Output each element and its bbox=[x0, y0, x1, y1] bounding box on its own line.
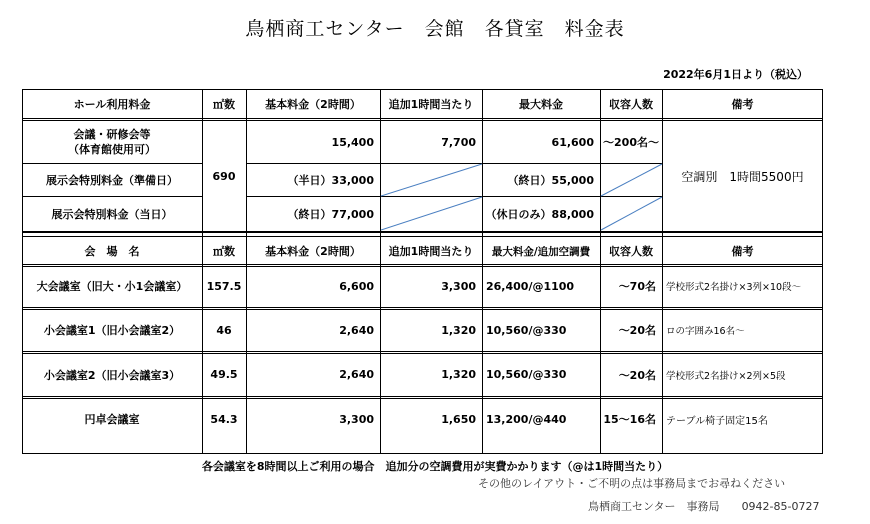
office-phone: 0942-85-0727 bbox=[741, 500, 820, 513]
room-header-capacity: 収容人数 bbox=[609, 245, 653, 258]
hall-row-name: 会議・研修会等 （体育館使用可） bbox=[68, 128, 156, 156]
room-row-base: 6,600 bbox=[339, 279, 374, 293]
room-row-remarks: ロの字囲み16名～ bbox=[666, 326, 745, 337]
room-row-capacity: ～20名 bbox=[618, 368, 656, 382]
room-row-max: 26,400/@1100 bbox=[486, 279, 575, 293]
hall-row-base: （終日）77,000 bbox=[287, 208, 374, 221]
room-row-capacity: ～20名 bbox=[618, 324, 656, 337]
room-row-base: 2,640 bbox=[339, 368, 374, 381]
hall-header-capacity: 収容人数 bbox=[609, 97, 653, 111]
room-header-name: 会 場 名 bbox=[84, 245, 140, 258]
office-contact bbox=[588, 498, 820, 514]
hall-row-extra: 7,700 bbox=[441, 135, 476, 149]
room-header-remarks: 備考 bbox=[731, 245, 754, 258]
room-row-capacity: ～70名 bbox=[618, 280, 656, 293]
room-header-extra: 追加1時間当たり bbox=[388, 245, 474, 258]
room-row-area: 54.3 bbox=[210, 412, 238, 426]
page-title: 鳥栖商工センター 会館 各貸室 料金表 bbox=[245, 18, 625, 40]
effective-date: 2022年6月1日より（税込） bbox=[663, 68, 808, 81]
room-row-extra: 1,320 bbox=[441, 323, 476, 337]
room-row-max: 13,200/@440 bbox=[486, 412, 567, 426]
room-row-extra: 3,300 bbox=[441, 279, 476, 293]
room-row-extra: 1,320 bbox=[441, 368, 476, 381]
hall-header-area: ㎡数 bbox=[213, 97, 235, 111]
hall-remarks: 空調別 1時間5500円 bbox=[681, 169, 804, 184]
room-row-name: 小会議室1（旧小会議室2） bbox=[43, 324, 181, 337]
room-row-extra: 1,650 bbox=[441, 412, 476, 426]
room-row-base: 3,300 bbox=[339, 412, 374, 426]
aircon-note: 各会議室を8時間以上ご利用の場合 追加分の空調費用が実費かかります（@は1時間当たり） bbox=[201, 460, 669, 473]
hall-row-base: 15,400 bbox=[331, 135, 374, 149]
hall-header-max: 最大料金 bbox=[519, 97, 563, 111]
room-row-name: 小会議室2（旧小会議室3） bbox=[43, 368, 181, 382]
hall-area: 690 bbox=[212, 169, 236, 183]
hall-header-remarks: 備考 bbox=[731, 97, 754, 111]
room-row-area: 157.5 bbox=[206, 279, 242, 293]
room-row-name: 大会議室（旧大・小1会議室） bbox=[36, 280, 188, 293]
room-header-max: 最大料金/追加空調費 bbox=[491, 245, 591, 258]
hall-row-capacity: ～200名～ bbox=[603, 136, 659, 149]
hall-row-max: （終日）55,000 bbox=[507, 174, 594, 187]
hall-header-name: ホール利用料金 bbox=[73, 97, 151, 111]
section-divider-inner bbox=[22, 236, 823, 237]
room-row-area: 46 bbox=[216, 323, 232, 337]
room-row-remarks: 学校形式2名掛け×3列×10段～ bbox=[666, 282, 802, 293]
room-header-area: ㎡数 bbox=[213, 245, 235, 258]
hall-row-name: 展示会特別料金（準備日） bbox=[46, 174, 178, 187]
room-row-remarks: 学校形式2名掛け×2列×5段 bbox=[666, 370, 786, 382]
hall-row-base: （半日）33,000 bbox=[287, 174, 374, 187]
contact-info: その他のレイアウト・ご不明の点は事務局までお尋ねください bbox=[478, 477, 786, 490]
room-header-base: 基本料金（2時間） bbox=[265, 245, 361, 258]
room-row-capacity: 15～16名 bbox=[603, 413, 656, 426]
hall-row-max: 61,600 bbox=[551, 135, 594, 149]
room-row-remarks: テーブル椅子固定15名 bbox=[666, 415, 768, 427]
hall-header-base: 基本料金（2時間） bbox=[265, 97, 361, 111]
hall-row-name: 展示会特別料金（当日） bbox=[51, 208, 173, 221]
section-divider bbox=[22, 231, 823, 233]
room-row-max: 10,560/@330 bbox=[486, 323, 567, 337]
room-row-max: 10,560/@330 bbox=[486, 368, 567, 381]
room-row-area: 49.5 bbox=[210, 368, 238, 381]
hall-header-extra: 追加1時間当たり bbox=[388, 97, 474, 111]
room-row-name: 円卓会議室 bbox=[84, 413, 140, 426]
hall-row-max: （休日のみ）88,000 bbox=[485, 208, 594, 221]
office-name: 鳥栖商工センター 事務局 bbox=[588, 500, 720, 513]
room-row-base: 2,640 bbox=[339, 323, 374, 337]
